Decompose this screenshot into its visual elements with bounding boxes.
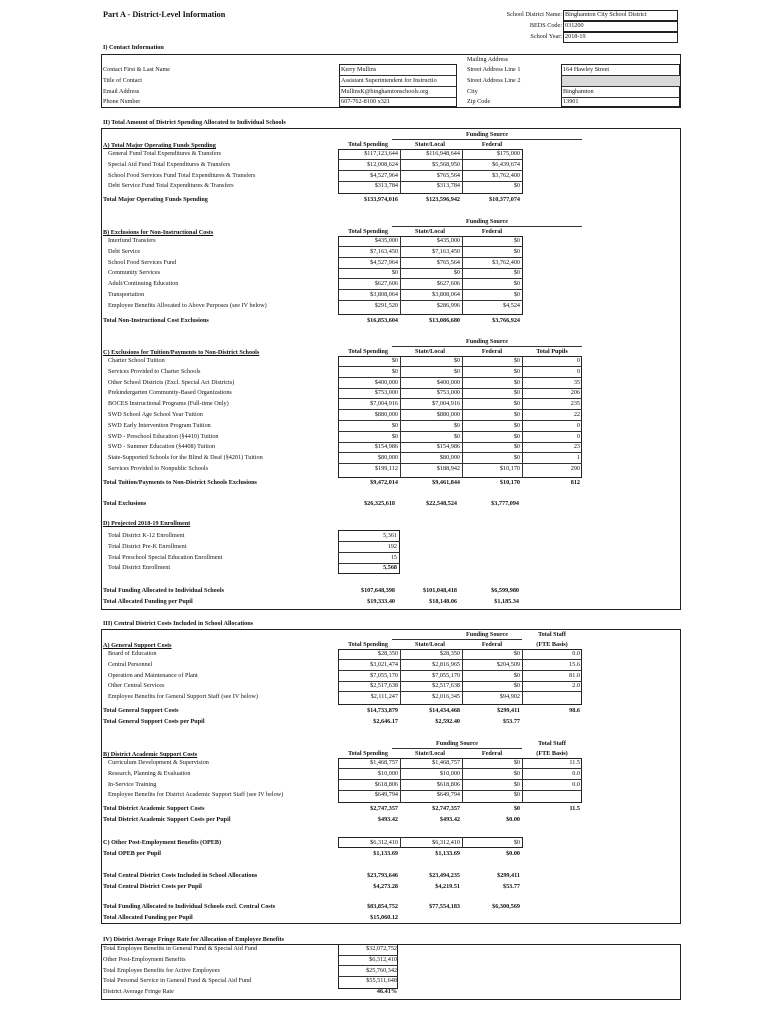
central-per-pupil-label: Total Central District Costs per Pupil bbox=[103, 883, 202, 890]
row-pupils: 22 bbox=[573, 411, 580, 418]
col-total-spending: Total Spending bbox=[348, 348, 388, 355]
fringe-label: Other Post-Employment Benefits bbox=[103, 955, 186, 963]
row-state: $3,808,064 bbox=[432, 291, 460, 298]
contact-name-label: Contact First & Last Name bbox=[103, 66, 171, 73]
row-federal: $94,902 bbox=[499, 693, 520, 701]
row-federal: $0 bbox=[513, 432, 520, 440]
non-instructional-title: B) Exclusions for Non-Instructional Costs bbox=[103, 229, 214, 236]
row-state: $0 bbox=[453, 421, 460, 429]
total-exclusions-federal: $3,777,094 bbox=[491, 500, 519, 507]
row-total: $199,112 bbox=[375, 465, 398, 472]
fringe-value: 46.41% bbox=[376, 988, 397, 996]
row-total: $0 bbox=[391, 421, 398, 429]
total-state: $2,592.40 bbox=[435, 718, 460, 725]
street2-label: Street Address Line 2 bbox=[467, 77, 521, 84]
row-total: $2,111,247 bbox=[370, 693, 398, 701]
row-label: Community Services bbox=[108, 269, 161, 277]
city-label: City bbox=[467, 88, 478, 95]
row-pupils: 0 bbox=[576, 357, 580, 364]
row-total: $0 bbox=[391, 357, 398, 364]
row-total: $117,123,644 bbox=[364, 150, 398, 157]
central-per-pupil-federal: $53.77 bbox=[502, 883, 520, 890]
row-pupils: 23 bbox=[573, 443, 580, 451]
row-total: $435,000 bbox=[374, 237, 398, 244]
per-pupil-federal: $1,185.34 bbox=[494, 598, 519, 605]
row-pupils: 35 bbox=[573, 378, 580, 386]
col-fte-basis: (FTE Basis) bbox=[536, 641, 568, 648]
enrollment-value: 5,568 bbox=[383, 564, 397, 572]
row-federal: $0 bbox=[513, 454, 520, 462]
row-label: SWD Early Intervention Program Tuition bbox=[108, 421, 211, 429]
row-federal: $204,509 bbox=[496, 660, 520, 668]
row-federal: $0 bbox=[513, 367, 520, 375]
street1-value: 164 Hawley Street bbox=[563, 66, 610, 73]
row-label: Interfund Transfers bbox=[108, 237, 156, 244]
row-state: $435,000 bbox=[436, 237, 460, 244]
col-total-staff: Total Staff bbox=[538, 740, 566, 747]
row-state: $313,784 bbox=[436, 182, 460, 190]
total-federal: $299,411 bbox=[497, 707, 520, 714]
col-state-local: State/Local bbox=[415, 141, 445, 148]
row-pupils: 0 bbox=[576, 432, 580, 440]
row-label: Operation and Maintenance of Plant bbox=[108, 671, 198, 679]
row-label: BOCES Instructional Programs (Full-time Only) bbox=[108, 400, 229, 408]
row-federal: $0 bbox=[513, 357, 520, 364]
central-state: $23,494,235 bbox=[429, 872, 460, 879]
row-label: School Food Services Fund bbox=[108, 258, 177, 266]
fringe-value: $25,760,342 bbox=[366, 966, 397, 974]
col-total-pupils: Total Pupils bbox=[536, 348, 568, 355]
row-state: $0 bbox=[453, 357, 460, 364]
row-fte: 2.0 bbox=[572, 682, 580, 690]
row-federal: $0 bbox=[513, 791, 520, 799]
row-total: $154,986 bbox=[374, 443, 398, 451]
row-state: $765,564 bbox=[436, 258, 460, 266]
row-label: Services Provided to Nonpublic Schools bbox=[108, 465, 209, 472]
city-value: Binghamton bbox=[563, 88, 594, 95]
street1-label: Street Address Line 1 bbox=[467, 66, 521, 73]
row-label: SWD School Age School Year Tuition bbox=[108, 411, 203, 418]
row-total: $12,008,624 bbox=[367, 160, 398, 168]
row-total: $313,784 bbox=[374, 182, 398, 190]
total-total: $14,733,879 bbox=[367, 707, 398, 714]
row-federal: $0 bbox=[513, 411, 520, 418]
row-total: $0 bbox=[391, 269, 398, 277]
row-label: In-Service Training bbox=[108, 780, 157, 788]
row-total: $400,000 bbox=[374, 378, 398, 386]
funding-source-header: Funding Source bbox=[435, 740, 478, 747]
row-federal: $10,170 bbox=[499, 465, 520, 472]
per-pupil-state: $18,148.06 bbox=[429, 598, 457, 605]
row-total: $10,000 bbox=[377, 769, 398, 777]
total-exclusions-total: $26,325,618 bbox=[364, 500, 395, 507]
row-total: $0 bbox=[391, 432, 398, 440]
row-federal: $0 bbox=[513, 671, 520, 679]
row-federal: $0 bbox=[513, 280, 520, 288]
funding-allocated-state: $101,048,418 bbox=[422, 587, 457, 594]
funding-source-header: Funding Source bbox=[465, 218, 508, 225]
row-total: $28,350 bbox=[377, 650, 398, 657]
row-state: $1,468,757 bbox=[432, 759, 460, 766]
fringe-value: $55,511,648 bbox=[366, 977, 397, 985]
row-fte: 0.0 bbox=[572, 780, 580, 788]
fringe-label: District Average Fringe Rate bbox=[103, 988, 174, 996]
enrollment-value: 5,361 bbox=[383, 532, 397, 539]
col-federal: Federal bbox=[481, 750, 503, 757]
total-label: Total Non-Instructional Cost Exclusions bbox=[103, 317, 209, 324]
general-support-title: A) General Support Costs bbox=[103, 642, 172, 649]
per-pupil-total: $19,333.40 bbox=[367, 598, 395, 605]
spending-section-title: II) Total Amount of District Spending Allocated to Individual Schools bbox=[103, 119, 286, 126]
row-label: Central Personnel bbox=[108, 660, 153, 668]
central-total-label: Total Central District Costs Included in School Allocations bbox=[103, 872, 258, 879]
row-label: General Fund Total Expenditures & Transfers bbox=[108, 150, 222, 157]
total-total: $2,646.17 bbox=[373, 718, 398, 725]
row-federal: $0 bbox=[513, 759, 520, 766]
total-label: Total Tuition/Payments to Non-District Schools Exclusions bbox=[103, 479, 257, 486]
row-state: $2,016,345 bbox=[432, 693, 460, 701]
mailing-address-header: Mailing Address bbox=[467, 56, 509, 63]
school-year-value: 2018-19 bbox=[565, 33, 586, 40]
total-label: Total General Support Costs bbox=[103, 707, 179, 714]
row-total: $753,000 bbox=[374, 389, 398, 397]
row-total: $3,808,064 bbox=[370, 291, 398, 298]
col-federal: Federal bbox=[481, 141, 503, 148]
central-per-pupil-total: $4,273.28 bbox=[373, 883, 398, 890]
total-exclusions-state: $22,548,524 bbox=[426, 500, 457, 507]
row-federal: $175,000 bbox=[496, 150, 520, 157]
total-exclusions-label: Total Exclusions bbox=[103, 500, 147, 507]
row-pupils: 0 bbox=[576, 421, 580, 429]
row-pupils: 290 bbox=[570, 465, 580, 472]
col-state-local: State/Local bbox=[415, 228, 445, 235]
total-total: $2,747,357 bbox=[370, 805, 398, 812]
enrollment-value: 192 bbox=[387, 542, 397, 550]
row-label: Charter School Tuition bbox=[108, 357, 165, 364]
row-label: Adult/Continuing Education bbox=[108, 280, 179, 288]
excl-per-pupil-total: $15,060.12 bbox=[370, 914, 398, 921]
row-federal: $0 bbox=[513, 443, 520, 451]
total-fte: 98.6 bbox=[569, 707, 580, 714]
funding-source-header: Funding Source bbox=[465, 338, 508, 345]
opeb-title: C) Other Post-Employment Benefits (OPEB) bbox=[103, 839, 222, 846]
row-label: Services Provided to Charter Schools bbox=[108, 367, 201, 375]
row-federal: $0 bbox=[513, 400, 520, 408]
row-federal: $0 bbox=[513, 291, 520, 298]
funding-source-header: Funding Source bbox=[465, 631, 508, 638]
tuition-exclusions-title: C) Exclusions for Tuition/Payments to Non-District Schools bbox=[103, 349, 260, 356]
row-state: $400,000 bbox=[436, 378, 460, 386]
row-state: $753,000 bbox=[436, 389, 460, 397]
district-name-label: School District Name: bbox=[506, 11, 562, 18]
fringe-label: Total Employee Benefits for Active Employees bbox=[103, 966, 220, 974]
row-total: $291,520 bbox=[374, 301, 398, 309]
district-name-value: Binghamton City School District bbox=[565, 11, 647, 18]
total-total: $133,974,016 bbox=[363, 196, 398, 203]
row-pupils: 235 bbox=[570, 400, 580, 408]
excl-central-label: Total Funding Allocated to Individual Schools excl. Central Costs bbox=[103, 903, 276, 910]
row-state: $0 bbox=[453, 367, 460, 375]
total-fte: 11.5 bbox=[569, 805, 580, 812]
row-total: $880,000 bbox=[374, 411, 398, 418]
total-state: $14,434,468 bbox=[429, 707, 460, 714]
contact-email-label: Email Address bbox=[103, 88, 140, 95]
total-state: $493.42 bbox=[439, 816, 460, 823]
row-federal: $6,439,674 bbox=[492, 160, 520, 168]
row-federal: $0 bbox=[513, 237, 520, 244]
excl-central-federal: $6,300,569 bbox=[492, 903, 520, 910]
total-state: $123,596,942 bbox=[425, 196, 460, 203]
row-fte: 81.0 bbox=[569, 671, 580, 679]
total-label: Total District Academic Support Costs bbox=[103, 805, 205, 812]
opeb-per-pupil-total: $1,133.69 bbox=[373, 850, 398, 857]
total-federal: $0 bbox=[513, 805, 520, 812]
enrollment-label: Total District K-12 Enrollment bbox=[108, 532, 185, 539]
academic-support-title: B) District Academic Support Costs bbox=[103, 751, 198, 758]
row-state: $28,350 bbox=[439, 650, 460, 657]
funding-allocated-total: $107,648,398 bbox=[360, 587, 395, 594]
total-federal: $53.77 bbox=[502, 718, 520, 725]
row-label: Transportation bbox=[108, 291, 145, 298]
row-label: Employee Benefits for District Academic Support Staff (see IV below) bbox=[108, 791, 284, 799]
row-label: SWD - Preschool Education (§4410) Tuition bbox=[108, 432, 219, 440]
row-federal: $0 bbox=[513, 682, 520, 690]
row-state: $5,568,950 bbox=[432, 160, 460, 168]
row-federal: $4,524 bbox=[502, 301, 520, 309]
row-federal: $3,762,400 bbox=[492, 171, 520, 179]
central-total: $23,793,646 bbox=[367, 872, 398, 879]
row-label: Employee Benefits Allocated to Above Purposes (see IV below) bbox=[108, 301, 267, 309]
total-state: $9,461,844 bbox=[432, 479, 460, 486]
col-total-spending: Total Spending bbox=[348, 641, 388, 648]
row-federal: $0 bbox=[513, 421, 520, 429]
col-total-staff: Total Staff bbox=[538, 631, 566, 638]
funding-source-header: Funding Source bbox=[465, 131, 508, 138]
contact-title-label: Title of Contact bbox=[103, 77, 142, 84]
row-federal: $0 bbox=[513, 780, 520, 788]
row-total: $3,021,474 bbox=[370, 660, 398, 668]
row-state: $0 bbox=[453, 432, 460, 440]
col-fte-basis: (FTE Basis) bbox=[536, 750, 568, 757]
row-state: $7,055,170 bbox=[432, 671, 460, 679]
opeb-total: $6,312,410 bbox=[370, 839, 398, 846]
row-label: Curriculum Development & Supervision bbox=[108, 759, 209, 766]
row-label: Prekindergarten Community-Based Organizations bbox=[108, 389, 232, 397]
row-federal: $3,762,400 bbox=[492, 258, 520, 266]
excl-central-state: $77,554,183 bbox=[429, 903, 460, 910]
total-label: Total Major Operating Funds Spending bbox=[103, 196, 208, 203]
row-label: Debt Service bbox=[108, 247, 141, 255]
row-state: $116,948,644 bbox=[426, 150, 460, 157]
row-state: $649,794 bbox=[436, 791, 460, 799]
row-state: $286,996 bbox=[436, 301, 460, 309]
col-state-local: State/Local bbox=[415, 641, 445, 648]
total-federal: $3,766,924 bbox=[492, 317, 520, 324]
row-total: $0 bbox=[391, 367, 398, 375]
row-state: $188,942 bbox=[436, 465, 460, 472]
fringe-value: $6,312,410 bbox=[369, 955, 397, 963]
row-total: $80,000 bbox=[377, 454, 398, 462]
major-operating-funds-title: A) Total Major Operating Funds Spending bbox=[103, 142, 216, 149]
contact-section-title: I) Contact Information bbox=[103, 44, 164, 51]
col-total-spending: Total Spending bbox=[348, 228, 388, 235]
fringe-label: Total Employee Benefits in General Fund & Special Aid Fund bbox=[103, 945, 258, 952]
row-fte: 11.5 bbox=[569, 759, 580, 766]
total-label: Total General Support Costs per Pupil bbox=[103, 718, 205, 725]
row-total: $4,527,964 bbox=[370, 258, 398, 266]
page-title: Part A - District-Level Information bbox=[103, 10, 226, 19]
total-total: $493.42 bbox=[377, 816, 398, 823]
row-label: Other Central Services bbox=[108, 682, 165, 690]
total-label: Total District Academic Support Costs per Pupil bbox=[103, 816, 231, 823]
row-pupils: 0 bbox=[576, 367, 580, 375]
row-label: Other School Districts (Excl. Special Act Districts) bbox=[108, 378, 235, 386]
enrollment-label: Total Preschool Special Education Enrollment bbox=[108, 553, 223, 561]
row-federal: $0 bbox=[513, 182, 520, 190]
enrollment-title: D) Projected 2018-19 Enrollment bbox=[103, 520, 191, 527]
opeb-per-pupil-label: Total OPEB per Pupil bbox=[103, 850, 161, 857]
row-label: Board of Education bbox=[108, 650, 157, 657]
row-state: $627,606 bbox=[436, 280, 460, 288]
row-federal: $0 bbox=[513, 269, 520, 277]
col-state-local: State/Local bbox=[415, 750, 445, 757]
beds-code-label: BEDS Code: bbox=[529, 22, 562, 29]
col-federal: Federal bbox=[481, 228, 503, 235]
row-state: $7,004,916 bbox=[432, 400, 460, 408]
row-state: $154,986 bbox=[436, 443, 460, 451]
central-per-pupil-state: $4,219.51 bbox=[435, 883, 460, 890]
total-total: $16,853,604 bbox=[367, 317, 398, 324]
col-state-local: State/Local bbox=[415, 348, 445, 355]
col-federal: Federal bbox=[481, 348, 503, 355]
funding-allocated-federal: $6,599,980 bbox=[491, 587, 519, 594]
row-state: $2,517,638 bbox=[432, 682, 460, 690]
enrollment-label: Total District Pre-K Enrollment bbox=[108, 542, 187, 550]
zip-label: Zip Code bbox=[467, 98, 491, 105]
row-total: $4,527,964 bbox=[370, 171, 398, 179]
row-state: $765,564 bbox=[436, 171, 460, 179]
total-total: $9,472,014 bbox=[370, 479, 398, 486]
col-total-spending: Total Spending bbox=[348, 750, 388, 757]
enrollment-label: Total District Enrollment bbox=[108, 564, 171, 572]
excl-central-total: $83,854,752 bbox=[367, 903, 398, 910]
row-total: $1,468,757 bbox=[370, 759, 398, 766]
col-federal: Federal bbox=[481, 641, 503, 648]
row-label: Debt Service Fund Total Expenditures & Transfers bbox=[108, 182, 234, 190]
fringe-value: $32,072,752 bbox=[366, 945, 397, 952]
excl-per-pupil-label: Total Allocated Funding per Pupil bbox=[103, 914, 193, 921]
row-state: $7,163,450 bbox=[432, 247, 460, 255]
row-state: $80,000 bbox=[439, 454, 460, 462]
row-state: $10,000 bbox=[439, 769, 460, 777]
row-fte: 15.6 bbox=[569, 660, 580, 668]
row-label: SWD - Summer Education (§4408) Tuition bbox=[108, 443, 216, 451]
central-federal: $299,411 bbox=[497, 872, 520, 879]
total-state: $13,086,680 bbox=[429, 317, 460, 324]
row-label: Employee Benefits for General Support Staff (see IV below) bbox=[108, 693, 258, 701]
row-label: Research, Planning & Evaluation bbox=[108, 769, 191, 777]
row-total: $7,163,450 bbox=[370, 247, 398, 255]
row-total: $618,806 bbox=[374, 780, 398, 788]
contact-title-value: Assistant Superintendent for Instructio bbox=[341, 77, 437, 84]
row-total: $627,606 bbox=[374, 280, 398, 288]
row-total: $7,055,170 bbox=[370, 671, 398, 679]
row-pupils: 206 bbox=[570, 389, 580, 397]
contact-phone-value: 607-762-8100 x321 bbox=[341, 98, 390, 105]
row-total: $7,004,916 bbox=[370, 400, 398, 408]
row-total: $2,517,638 bbox=[370, 682, 398, 690]
row-fte: 0.0 bbox=[572, 650, 580, 657]
row-label: School Food Services Fund Total Expenditures & Transfers bbox=[108, 171, 256, 179]
row-state: $0 bbox=[453, 269, 460, 277]
row-fte: 0.0 bbox=[572, 769, 580, 777]
total-federal: $10,170 bbox=[499, 479, 520, 486]
total-pupils: 812 bbox=[570, 479, 580, 486]
enrollment-value: 15 bbox=[390, 553, 397, 561]
row-total: $649,794 bbox=[374, 791, 398, 799]
row-federal: $0 bbox=[513, 389, 520, 397]
opeb-federal: $0 bbox=[513, 839, 520, 846]
total-state: $2,747,357 bbox=[432, 805, 460, 812]
fringe-section-title: IV) District Average Fringe Rate for Allocation of Employee Benefits bbox=[103, 936, 285, 943]
fringe-label: Total Personal Service in General Fund & Special Aid Fund bbox=[103, 977, 252, 985]
row-state: $618,806 bbox=[436, 780, 460, 788]
opeb-per-pupil-federal: $0.00 bbox=[506, 850, 520, 857]
row-state: $2,816,965 bbox=[432, 660, 460, 668]
total-federal: $0.00 bbox=[506, 816, 520, 823]
row-federal: $0 bbox=[513, 650, 520, 657]
contact-phone-label: Phone Number bbox=[103, 98, 141, 105]
row-federal: $0 bbox=[513, 378, 520, 386]
opeb-state: $6,312,410 bbox=[432, 839, 460, 846]
row-pupils: 1 bbox=[576, 454, 580, 462]
address-line2-shaded bbox=[562, 76, 680, 86]
zip-value: 13901 bbox=[563, 98, 579, 105]
total-federal: $10,377,074 bbox=[489, 196, 520, 203]
school-year-label: School Year: bbox=[530, 33, 562, 40]
col-total-spending: Total Spending bbox=[348, 141, 388, 148]
funding-allocated-label: Total Funding Allocated to Individual Schools bbox=[103, 587, 224, 594]
opeb-per-pupil-state: $1,133.69 bbox=[435, 850, 460, 857]
row-state: $880,000 bbox=[436, 411, 460, 418]
row-federal: $0 bbox=[513, 247, 520, 255]
central-costs-section-title: III) Central District Costs Included in School Allocations bbox=[103, 620, 254, 627]
row-label: Special Aid Fund Total Expenditures & Transfers bbox=[108, 160, 231, 168]
row-federal: $0 bbox=[513, 769, 520, 777]
per-pupil-label: Total Allocated Funding per Pupil bbox=[103, 598, 193, 605]
contact-name-value: Kerry Mullins bbox=[341, 66, 377, 73]
beds-code-value: 031200 bbox=[565, 22, 584, 29]
contact-email-value: MullinsK@binghamtonschools.org bbox=[341, 88, 429, 95]
row-label: State-Supported Schools for the Blind & Deaf (§4201) Tuition bbox=[108, 454, 263, 462]
